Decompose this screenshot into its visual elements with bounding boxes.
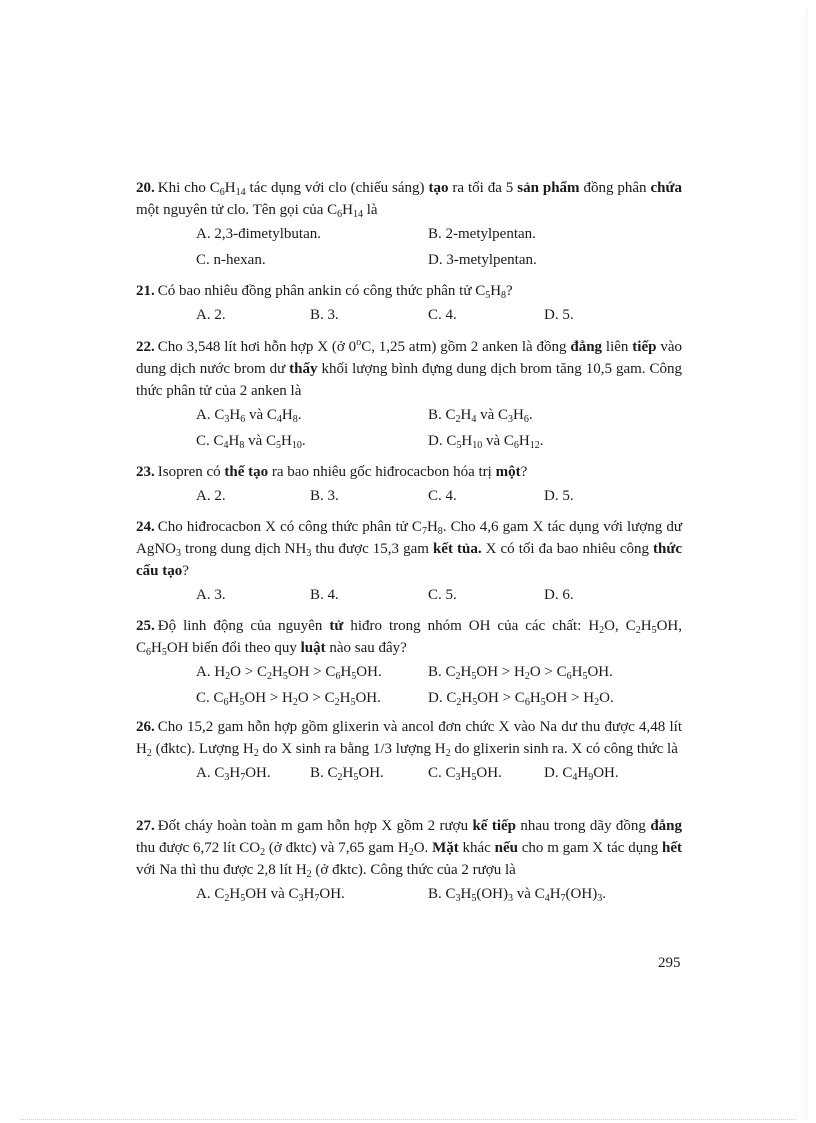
option-c: C. 4. — [428, 307, 457, 323]
question-23 — [136, 461, 682, 509]
question-27-text: 27. Đốt cháy hoàn toàn m gam hỗn hợp X gồm 2 rượu kế tiếp nhau trong dãy đồng đẳng thu được 6,72 lít $CO_2$ (ở đktc) và 7,65 gam $H_2O$. Mặt khác nếu cho m gam X tác dụng hết với Na thì thu được 2,8 lít $H_2$ (ở đktc). Công thức của 2 rượu là — [136, 818, 682, 880]
option-b: B. 4. — [310, 587, 339, 603]
options-row — [136, 685, 682, 711]
option-a: A. $C_3H_6$ và $C_4H_8$. — [196, 407, 302, 425]
option-d: D. 5. — [544, 307, 574, 323]
question-20-text: 20. Khi cho $C_6H_{14}$ tác dụng với clo (chiếu sáng) tạo ra tối đa 5 sản phẩm đồng phân chứa một nguyên tử clo. Tên gọi của $C_6H_{14}$ là — [136, 180, 682, 220]
option-b: B. $C_2H_5OH > H_2O > C_6H_5OH$. — [428, 664, 613, 682]
option-c: C. $C_6H_5OH > H_2O > C_2H_5OH$. — [196, 690, 381, 708]
option-b: B. 3. — [310, 488, 339, 504]
options-row — [136, 582, 682, 608]
option-c: C. 4. — [428, 488, 457, 504]
option-b: B. $C_3H_5(OH)_3$ và $C_4H_7(OH)_3$. — [428, 886, 606, 904]
option-a: A. $C_2H_5OH$ và $C_3H_7OH$. — [196, 886, 345, 904]
right-edge-divider — [806, 10, 807, 1120]
option-c: C. $C_3H_5OH$. — [428, 765, 502, 783]
question-24-text: 24. Cho hiđrocacbon X có công thức phân tử $C_7H_8$. Cho 4,6 gam X tác dụng với lượng dư AgNO$_3$ trong dung dịch $NH_3$ thu được 15,3 gam kết tủa. X có tối đa bao nhiêu công thức cấu tạo? — [136, 519, 683, 579]
question-26-text: 26. Cho 15,2 gam hỗn hợp gồm glixerin và ancol đơn chức X vào Na dư thu được 4,48 lít $H_2$ (đktc). Lượng $H_2$ do X sinh ra bằng 1/3 lượng $H_2$ do glixerin sinh ra. X có công thức là — [136, 719, 682, 759]
options-row — [136, 760, 682, 786]
question-number: 22. — [136, 339, 155, 355]
question-23-text: 23. Isopren có thể tạo ra bao nhiêu gốc hiđrocacbon hóa trị một? — [136, 464, 528, 480]
bottom-edge-divider — [20, 1119, 796, 1120]
question-number: 27. — [136, 818, 155, 834]
question-number: 20. — [136, 180, 155, 196]
question-number: 26. — [136, 719, 155, 735]
option-a: A. $C_3H_7OH$. — [196, 765, 271, 783]
option-d: D. $C_4H_9OH$. — [544, 765, 619, 783]
question-22-text: 22. Cho 3,548 lít hơi hỗn hợp X (ở 0$^o$C, 1,25 atm) gồm 2 anken là đồng đẳng liên tiếp vào dung dịch nước brom dư thấy khối lượng bình đựng dung dịch brom tăng 10,5 gam. Công thức phân tử của 2 anken là — [136, 337, 682, 399]
option-c: C. n-hexan. — [196, 252, 266, 268]
option-d: D. $C_5H_{10}$ và $C_6H_{12}$. — [428, 433, 544, 451]
options-row — [136, 881, 682, 907]
options-row — [136, 247, 682, 273]
option-a: A. 2. — [196, 307, 226, 323]
option-a: A. $H_2O > C_2H_5OH > C_6H_5OH$. — [196, 664, 382, 682]
options-row — [136, 428, 682, 454]
question-27 — [136, 815, 682, 907]
option-a: A. 3. — [196, 587, 226, 603]
options-row — [136, 483, 682, 509]
options-row — [136, 221, 682, 247]
question-21-text: 21. Có bao nhiêu đồng phân ankin có công thức phân tử $C_5H_8$? — [136, 283, 513, 301]
question-25-text: 25. Độ linh động của nguyên tử hiđro trong nhóm OH của các chất: $H_2O$, $C_2H_5OH$, $C_6H_5OH$ biến đổi theo quy luật nào sau đây? — [136, 618, 682, 658]
option-d: D. 6. — [544, 587, 574, 603]
option-d: D. 3-metylpentan. — [428, 252, 537, 268]
option-c: C. $C_4H_8$ và $C_5H_{10}$. — [196, 433, 306, 451]
question-number: 24. — [136, 519, 155, 535]
options-row — [136, 402, 682, 428]
question-25 — [136, 615, 682, 711]
options-row — [136, 659, 682, 685]
option-d: D. 5. — [544, 488, 574, 504]
option-d: D. $C_2H_5OH > C_6H_5OH > H_2O$. — [428, 690, 614, 708]
question-number: 23. — [136, 464, 155, 480]
question-21 — [136, 280, 682, 328]
option-b: B. 2-metylpentan. — [428, 226, 536, 242]
question-22 — [136, 336, 682, 454]
option-b: B. $C_2H_5OH$. — [310, 765, 384, 783]
option-c: C. 5. — [428, 587, 457, 603]
question-number: 21. — [136, 283, 155, 299]
option-a: A. 2. — [196, 488, 226, 504]
option-b: B. $C_2H_4$ và $C_3H_6$. — [428, 407, 533, 425]
question-24 — [136, 516, 682, 608]
option-b: B. 3. — [310, 307, 339, 323]
page-number: 295 — [658, 955, 681, 971]
question-number: 25. — [136, 618, 155, 634]
options-row — [136, 302, 682, 328]
question-26 — [136, 716, 682, 786]
question-20 — [136, 177, 682, 273]
option-a: A. 2,3-đimetylbutan. — [196, 226, 321, 242]
